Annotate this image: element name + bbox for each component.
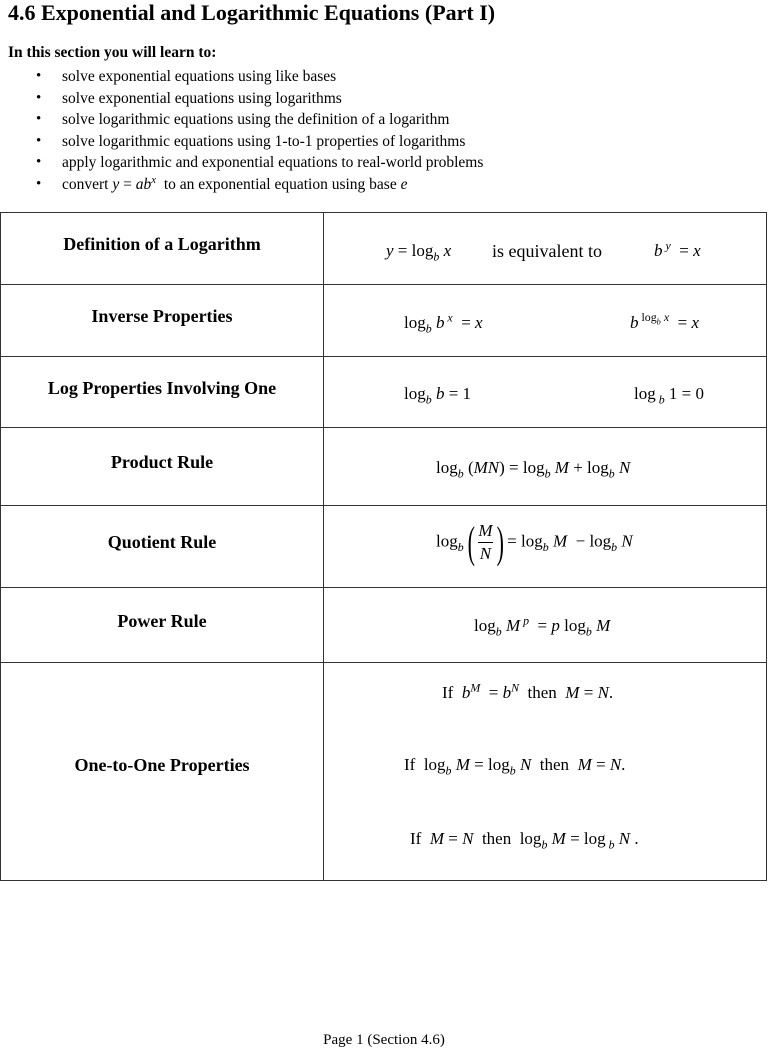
objective-item: • solve logarithmic equations using 1-to-1 properties of logarithms: [36, 132, 466, 150]
objectives-list: [36, 66, 483, 196]
definition-formula: $y = \log_b x$: [386, 241, 452, 264]
row-label-definition: Definition of a Logarithm: [63, 234, 261, 254]
row-label-power: Power Rule: [117, 610, 207, 631]
table-row: [1, 285, 767, 357]
row-label-one: Log Properties Involving One: [47, 377, 277, 398]
definition-equivalent: b $^y$ = x: [654, 238, 701, 260]
bullet-icon: •: [36, 111, 42, 128]
bullet-icon: •: [36, 132, 42, 149]
table-row: [1, 588, 767, 663]
row-label-product: Product Rule: [110, 452, 214, 472]
one-to-one-converse: If M = N then $\log_b M = \log _b$ N .: [410, 829, 639, 852]
log-base-equals-one: $\log_b b = 1$: [404, 384, 472, 407]
log-properties-table: [0, 212, 767, 881]
power-formula: $\log_b M$ $^p$ = p $\log_b M$: [324, 588, 767, 663]
inverse-formula-1: $\log_b b$ $^x$ = x: [404, 310, 483, 336]
one-formulas: [324, 357, 767, 428]
page-footer: Page 1 (Section 4.6): [323, 1032, 445, 1048]
row-label-inverse: Inverse Properties: [91, 306, 233, 326]
quotient-formula: $\log_b$( $\frac{M}{N}$ ) = $\log_b M - \log_b N$: [324, 506, 767, 588]
bullet-icon: •: [36, 175, 42, 192]
bullet-icon: •: [36, 154, 42, 171]
objective-item: • apply logarithmic and exponential equations to real-world problems: [36, 154, 484, 172]
equivalence-text: is equivalent to: [492, 241, 602, 261]
table-row: [1, 357, 767, 428]
table-row: [1, 506, 767, 588]
objective-item: • solve logarithmic equations using the definition of a logarithm: [36, 111, 450, 129]
one-to-one-log: If $\log_b M = \log_b N$ then M = N.: [404, 755, 626, 778]
inverse-formula-2: b $^{log_b x}$ = x: [630, 310, 699, 332]
bullet-icon: •: [36, 89, 42, 106]
product-formula: $\log_b (MN) = \log_b M + \log_b N$: [324, 428, 767, 506]
table-row: [1, 428, 767, 506]
one-to-one-formulas: [324, 663, 767, 881]
row-label-one-to-one: One-to-One Properties: [74, 755, 250, 775]
objective-item: • solve exponential equations using like bases: [36, 68, 337, 85]
table-row: [1, 663, 767, 881]
inverse-formulas: [324, 285, 767, 357]
objective-item: • convert $y = ab^x$ to an exponential equation using base e: [36, 173, 408, 193]
row-label-quotient: Quotient Rule: [107, 532, 217, 552]
table-row: [1, 213, 767, 285]
page-title: 4.6 Exponential and Logarithmic Equations (Part I): [8, 0, 496, 25]
definition-formulas: [324, 213, 767, 285]
section-intro: In this section you will learn to:: [8, 44, 217, 61]
one-to-one-exponential: If $b^M = b^N$ then M = N.: [442, 680, 614, 702]
log-one-equals-zero: log $_b$ 1 = 0: [634, 384, 704, 407]
bullet-icon: •: [36, 68, 42, 84]
objective-item: • solve exponential equations using logarithms: [36, 89, 342, 107]
